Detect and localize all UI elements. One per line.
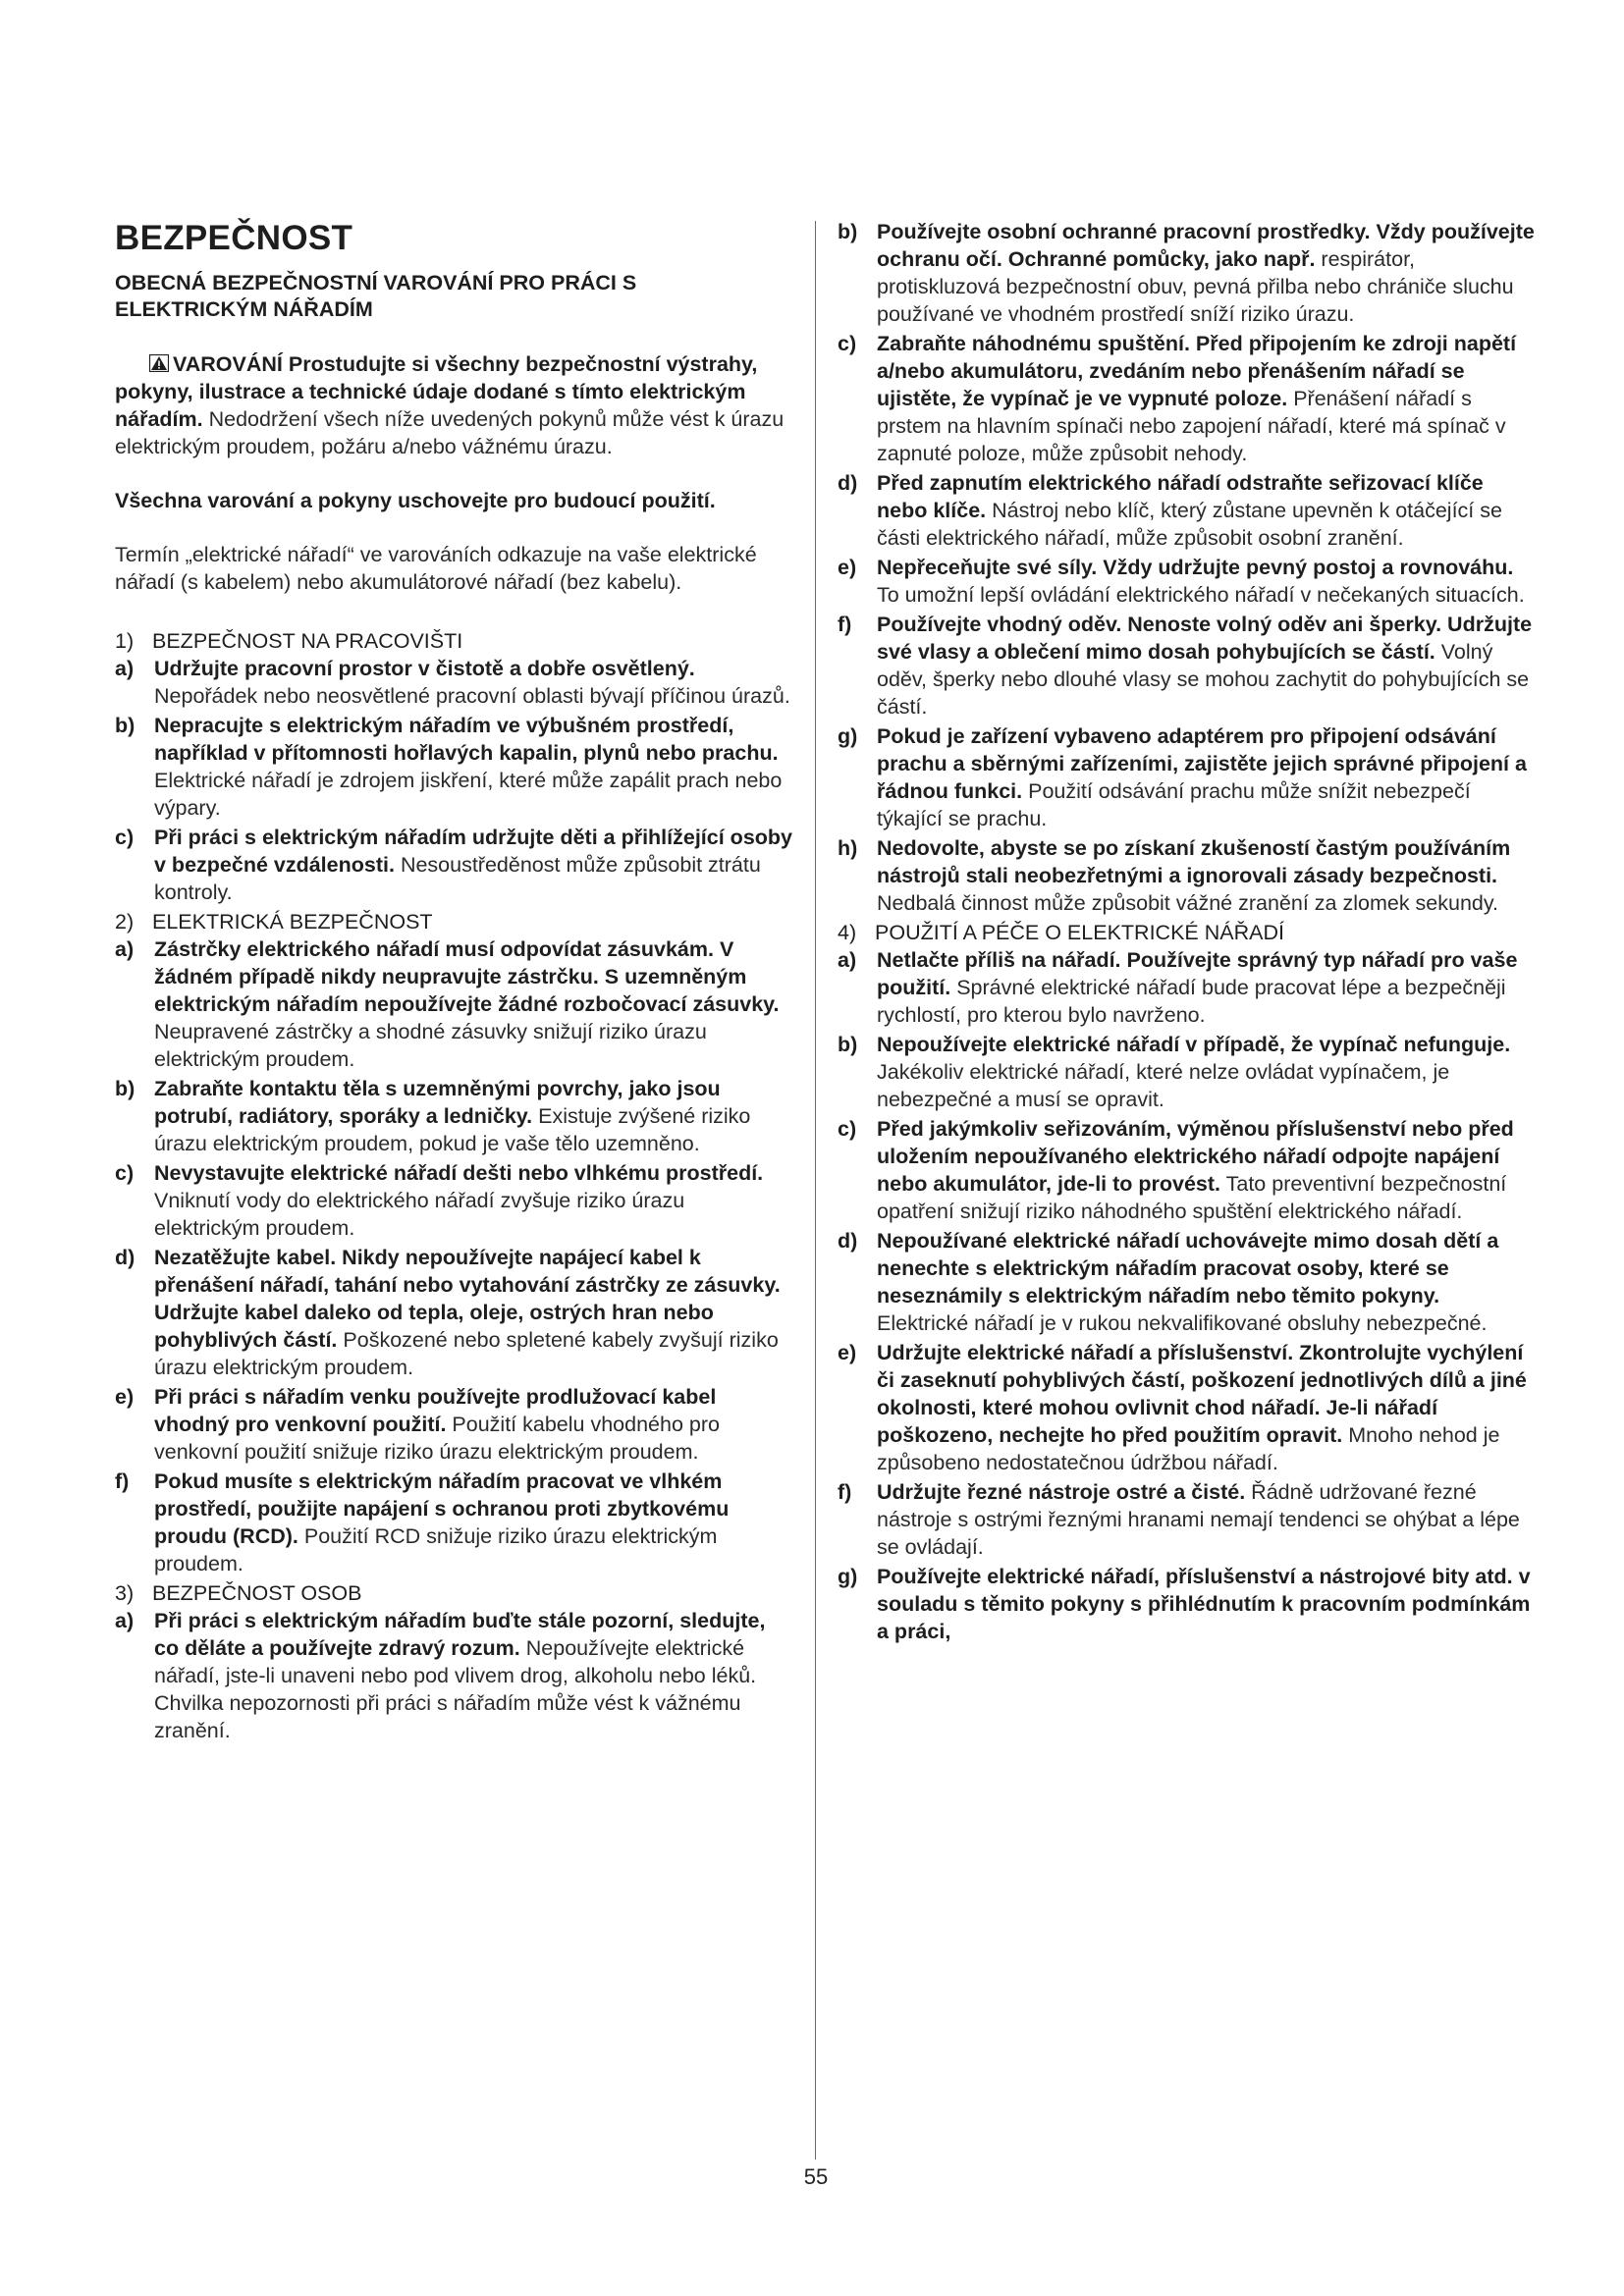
list-item: b) Nepoužívejte elektrické nářadí v případě, že vypínač nefunguje. Jakékoliv elektrické nářadí, které nelze ovládat vypínačem, je nebezpečné a musí se opravit. bbox=[838, 1033, 1511, 1111]
list-item: e) Při práci s nářadím venku používejte prodlužovací kabel vhodný pro venkovní použití. Použití kabelu vhodného pro venkovní použití snižuje riziko úrazu elektrickým proudem. bbox=[115, 1385, 720, 1464]
list-item: a) Netlačte příliš na nářadí. Používejte správný typ nářadí pro vaše použití. Správné elektrické nářadí bude pracovat lépe a bezpečněji rychlostí, pro kterou bylo navrženo. bbox=[838, 948, 1518, 1027]
list-item: c) Při práci s elektrickým nářadím udržujte děti a přihlížející osoby v bezpečné vzdálenosti. Nesoustředěnost může způsobit ztrátu kontroly. bbox=[115, 826, 792, 904]
list-item: b) Zabraňte kontaktu těla s uzemněnými povrchy, jako jsou potrubí, radiátory, sporáky a ledničky. Existuje zvýšené riziko úrazu elektrickým proudem, pokud je vaše tělo uzemněno. bbox=[115, 1077, 751, 1155]
list-item: g) Pokud je zařízení vybaveno adaptérem pro připojení odsávání prachu a sběrnými zařízeními, zajistěte jejich správné připojení a řádnou funkci. Použití odsávání prachu může snížit nebezpečí týkající se prachu. bbox=[838, 724, 1527, 830]
keep-instructions: Všechna varování a pokyny uschovejte pro budoucí použití. bbox=[115, 489, 716, 512]
list-item: b) Nepracujte s elektrickým nářadím ve výbušném prostředí, například v přítomnosti hořlavých kapalin, plynů nebo prachu. Elektrické nářadí je zdrojem jiskření, které může zapálit prach nebo výpary. bbox=[115, 714, 783, 820]
list-item: g) Používejte elektrické nářadí, příslušenství a nástrojové bity atd. v souladu s těmito pokyny s přihlédnutím k pracovním podmínkám a práci, bbox=[838, 1565, 1531, 1643]
list-item: e) Nepřeceňujte své síly. Vždy udržujte pevný postoj a rovnováhu. To umožní lepší ovládání elektrického nářadí v nečekaných situacích. bbox=[838, 556, 1525, 607]
list-item: d) Nepoužívané elektrické nářadí uchovávejte mimo dosah dětí a nenechte s elektrickým nářadím pracovat osoby, které se neseznámily s elektrickým nářadím nebo těmito pokyny. Elektrické nářadí je v rukou nekvalifikované obsluhy nebezpečné. bbox=[838, 1229, 1499, 1335]
warning-normal-text: Nedodržení všech níže uvedených pokynů může vést k úrazu elektrickým proudem, požáru a/nebo vážnému úrazu. bbox=[115, 407, 785, 458]
list-item: c) Nevystavujte elektrické nářadí dešti nebo vlhkému prostředí. Vniknutí vody do elektrického nářadí zvyšuje riziko úrazu elektrickým proudem. bbox=[115, 1161, 764, 1240]
list-item: h) Nedovolte, abyste se po získaní zkušeností častým používáním nástrojů stali neobezřetnými a ignorovali zásady bezpečnosti. Nedbalá činnost může způsobit vážné zranění za zlomek sekundy. bbox=[838, 836, 1511, 915]
section-heading-3: 3) BEZPEČNOST OSOB bbox=[115, 1581, 362, 1605]
term-note: Termín „elektrické nářadí“ ve varováních odkazuje na vaše elektrické nářadí (s kabelem) nebo akumulátorové nářadí (bez kabelu). bbox=[115, 543, 757, 594]
warning-bold-text: VAROVÁNÍ Prostudujte si všechny bezpečnostní výstrahy, pokyny, ilustrace a technické údaje dodané s tímto elektrickým nářadím. bbox=[115, 352, 758, 431]
list-item: b) Používejte osobní ochranné pracovní prostředky. Vždy používejte ochranu očí. Ochranné pomůcky, jako např. respirátor, protiskluzová bezpečnostní obuv, pevná přilba nebo chrániče sluchu používané ve vhodném prostředí sníží riziko úrazu. bbox=[838, 220, 1535, 326]
list-item: e) Udržujte elektrické nářadí a příslušenství. Zkontrolujte vychýlení či zaseknutí pohyblivých částí, poškození jednotlivých dílů a jiné okolnosti, které mohou ovlivnit chod nářadí. Je-li nářadí poškozeno, nechejte ho před použitím opravit. Mnoho nehod je způsobeno nedostatečnou údržbou nářadí. bbox=[838, 1341, 1527, 1474]
left-column bbox=[115, 201, 792, 1746]
section-heading-2: 2) ELEKTRICKÁ BEZPEČNOST bbox=[115, 910, 433, 934]
page-title: BEZPEČNOST bbox=[115, 219, 353, 257]
section-subtitle: OBECNÁ BEZPEČNOSTNÍ VAROVÁNÍ PRO PRÁCI S ELEKTRICKÝM NÁŘADÍM bbox=[115, 271, 637, 321]
list-item: a) Při práci s elektrickým nářadím buďte stále pozorní, sledujte, co děláte a používejte zdravý rozum. Nepoužívejte elektrické nářadí, jste-li unaveni nebo pod vlivem drog, alkoholu nebo léků. Chvilka nepozornosti při práci s nářadím může vést k vážnému zranění. bbox=[115, 1609, 766, 1742]
list-item: f) Používejte vhodný oděv. Nenoste volný oděv ani šperky. Udržujte své vlasy a oblečení mimo dosah pohybujících se částí. Volný oděv, šperky nebo dlouhé vlasy se mohou zachytit do pohybujících se částí. bbox=[838, 613, 1533, 719]
list-item: f) Pokud musíte s elektrickým nářadím pracovat ve vlhkém prostředí, použijte napájení s ochranou proti zbytkovému proudu (RCD). Použití RCD snižuje riziko úrazu elektrickým proudem. bbox=[115, 1469, 730, 1575]
right-column bbox=[838, 218, 1535, 1647]
list-item: d) Nezatěžujte kabel. Nikdy nepoužívejte napájecí kabel k přenášení nářadí, tahání nebo vytahování zástrčky ze zásuvky. Udržujte kabel daleko od tepla, oleje, ostrých hran nebo pohyblivých částí. Poškozené nebo spletené kabely zvyšují riziko úrazu elektrickým proudem. bbox=[115, 1246, 781, 1379]
column-divider bbox=[815, 221, 816, 2160]
section-heading-4: 4) POUŽITÍ A PÉČE O ELEKTRICKÉ NÁŘADÍ bbox=[838, 921, 1284, 944]
list-item: c) Před jakýmkoliv seřizováním, výměnou příslušenství nebo před uložením nepoužívaného elektrického nářadí odpojte napájení nebo akumulátor, jde-li to provést. Tato preventivní bezpečnostní opatření snižují riziko náhodného spuštění elektrického nářadí. bbox=[838, 1117, 1514, 1223]
list-item: d) Před zapnutím elektrického nářadí odstraňte seřizovací klíče nebo klíče. Nástroj nebo klíč, který zůstane upevněn k otáčející se části elektrického nářadí, může způsobit osobní zranění. bbox=[838, 471, 1502, 550]
section-heading-1: 1) BEZPEČNOST NA PRACOVIŠTI bbox=[115, 629, 463, 653]
page-number: 55 bbox=[803, 2164, 829, 2189]
list-item: a) Zástrčky elektrického nářadí musí odpovídat zásuvkám. V žádném případě nikdy neupravujte zástrčku. S uzemněným elektrickým nářadím nepoužívejte žádné rozbočovací zásuvky. Neupravené zástrčky a shodné zásuvky snižují riziko úrazu elektrickým proudem. bbox=[115, 937, 780, 1071]
list-item: c) Zabraňte náhodnému spuštění. Před připojením ke zdroji napětí a/nebo akumulátoru, zvedáním nebo přenášením nářadí se ujistěte, že vypínač je ve vypnuté poloze. Přenášení nářadí s prstem na hlavním spínači nebo zapojení nářadí, které má spínač v zapnuté poloze, může způsobit nehody. bbox=[838, 332, 1517, 465]
warning-triangle-icon bbox=[149, 354, 169, 372]
warning-paragraph bbox=[115, 350, 792, 460]
list-item: a) Udržujte pracovní prostor v čistotě a dobře osvětlený. Nepořádek nebo neosvětlené pracovní oblasti bývají příčinou úrazů. bbox=[115, 657, 790, 708]
list-item: f) Udržujte řezné nástroje ostré a čisté. Řádně udržované řezné nástroje s ostrými řeznými hranami nemají tendenci se ohýbat a lépe se ovládají. bbox=[838, 1480, 1520, 1559]
